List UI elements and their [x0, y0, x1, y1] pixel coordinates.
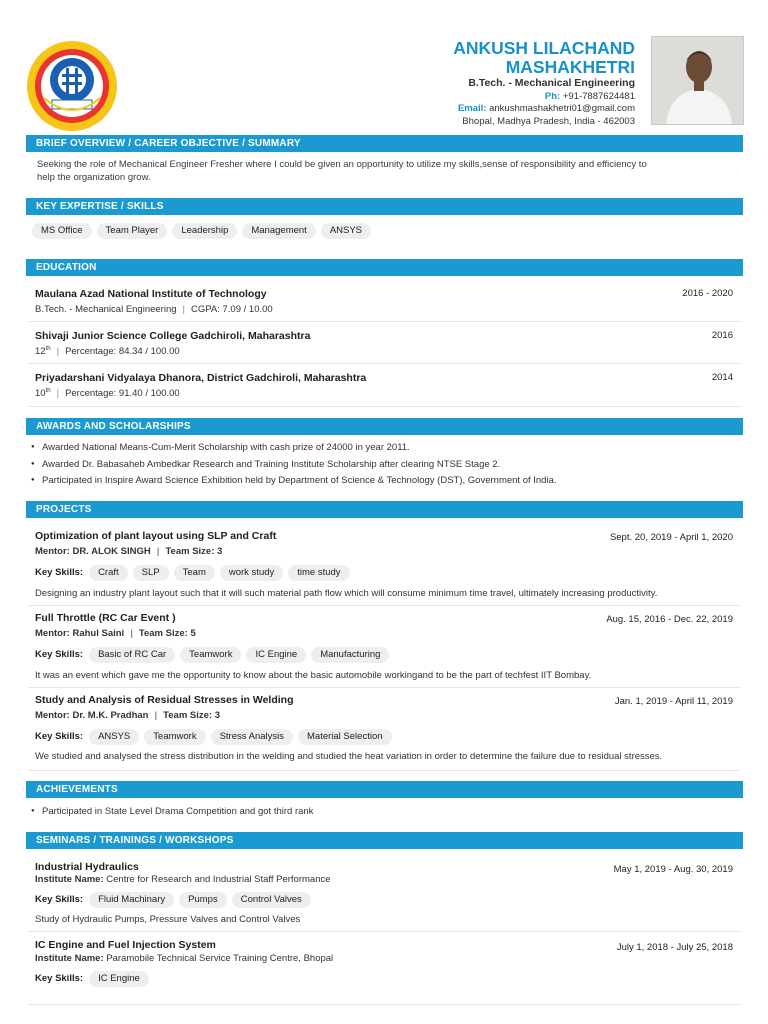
project-date: Jan. 1, 2019 - April 11, 2019 [614, 696, 733, 707]
divider [28, 363, 741, 364]
section-header-seminars: SEMINARS / TRAININGS / WORKSHOPS [26, 832, 743, 849]
project-key-skills [35, 565, 355, 581]
candidate-phone [235, 91, 635, 102]
separator: | [182, 304, 185, 315]
phone-label: Ph: [544, 91, 561, 102]
education-level: 10 [35, 388, 46, 400]
divider [28, 321, 741, 322]
section-header-achievements: ACHIEVEMENTS [26, 781, 743, 798]
skill-chip: Teamwork [180, 647, 241, 663]
project-key-skills [35, 647, 394, 663]
profile-photo [651, 36, 744, 125]
project-mentor: Mentor: DR. ALOK SINGH [35, 546, 151, 557]
institute-label: Institute Name: [35, 953, 104, 964]
skill-chip: Management [242, 223, 315, 239]
project-date: Sept. 20, 2019 - April 1, 2020 [609, 532, 733, 543]
skill-chip: Basic of RC Car [89, 647, 175, 663]
candidate-name-line2: MASHAKHETRI [505, 57, 635, 77]
seminar-key-skills [35, 971, 154, 987]
seminar-title: IC Engine and Fuel Injection System [35, 939, 216, 951]
skill-chip: time study [288, 565, 349, 581]
education-date: 2014 [711, 372, 733, 383]
section-header-education: EDUCATION [26, 259, 743, 276]
project-mentor-row [35, 546, 222, 557]
key-skills-label: Key Skills: [35, 649, 84, 660]
section-header-projects: PROJECTS [26, 501, 743, 518]
achievement-item: ● Participated in State Level Drama Competition and got third rank [42, 806, 313, 817]
project-description: We studied and analysed the stress distribution in the welding and studied the heat variation in order to determine the failure due to residual stresses. [35, 751, 663, 762]
skill-chip: Control Valves [232, 892, 311, 908]
education-score: Percentage: 84.34 / 100.00 [65, 346, 180, 358]
skill-chip: Teamwork [144, 729, 205, 745]
section-header-awards: AWARDS AND SCHOLARSHIPS [26, 418, 743, 435]
project-team-size: Team Size: 5 [138, 628, 196, 639]
skill-chip: Leadership [172, 223, 237, 239]
education-school: Shivaji Junior Science College Gadchiroli, Maharashtra [35, 330, 311, 342]
seminar-institute-row [35, 953, 333, 964]
skill-chip: SLP [133, 565, 169, 581]
education-date: 2016 [711, 330, 733, 341]
education-score: CGPA: 7.09 / 10.00 [191, 304, 273, 315]
institute-name: Centre for Research and Industrial Staff Performance [106, 874, 331, 885]
project-team-size: Team Size: 3 [165, 546, 223, 557]
candidate-degree: B.Tech. - Mechanical Engineering [468, 77, 635, 89]
divider [28, 1004, 741, 1005]
education-score: Percentage: 91.40 / 100.00 [65, 388, 180, 400]
education-degree: B.Tech. - Mechanical Engineering [35, 304, 177, 315]
email-label: Email: [457, 103, 487, 114]
section-header-overview: BRIEF OVERVIEW / CAREER OBJECTIVE / SUMMARY [26, 135, 743, 152]
project-mentor-row [35, 628, 196, 639]
email-value[interactable]: ankushmashakhetri01@gmail.com [489, 103, 635, 114]
skill-chip: MS Office [32, 223, 92, 239]
seminar-title: Industrial Hydraulics [35, 861, 139, 873]
key-skills-label: Key Skills: [35, 567, 84, 578]
overview-line1: Seeking the role of Mechanical Engineer Fresher where I could be given an opportunity to utilize my skills,sense of responsibility and efficiency to [37, 159, 647, 170]
skills-list [32, 223, 376, 239]
separator: | [130, 628, 133, 639]
separator: | [156, 546, 160, 557]
seminar-institute-row [35, 874, 331, 885]
project-title: Study and Analysis of Residual Stresses in Welding [35, 694, 294, 706]
project-mentor: Mentor: Dr. M.K. Pradhan [35, 710, 149, 721]
skill-chip: ANSYS [321, 223, 371, 239]
phone-value: +91-7887624481 [562, 91, 635, 102]
separator: | [56, 346, 60, 358]
divider [28, 687, 741, 688]
institute-logo-icon [26, 40, 118, 132]
divider [28, 770, 741, 771]
skill-chip: IC Engine [246, 647, 306, 663]
education-detail [35, 304, 273, 315]
education-date: 2016 - 2020 [682, 288, 733, 299]
project-key-skills [35, 729, 397, 745]
key-skills-label: Key Skills: [35, 731, 84, 742]
education-school: Priyadarshani Vidyalaya Dhanora, District Gadchiroli, Maharashtra [35, 372, 367, 384]
separator: | [154, 710, 158, 721]
project-team-size: Team Size: 3 [163, 710, 221, 721]
resume-header [0, 0, 768, 132]
education-detail [35, 388, 180, 399]
skill-chip: ANSYS [89, 729, 139, 745]
institute-label: Institute Name: [35, 874, 104, 885]
skill-chip: Pumps [179, 892, 227, 908]
divider [28, 605, 741, 606]
institute-name: Paramobile Technical Service Training Centre, Bhopal [106, 953, 334, 964]
seminar-key-skills [35, 892, 316, 908]
seminar-date: July 1, 2018 - July 25, 2018 [616, 942, 733, 953]
separator: | [56, 388, 60, 400]
project-mentor: Mentor: Rahul Saini [35, 628, 125, 639]
overview-line2: help the organization grow. [37, 172, 151, 183]
project-description: It was an event which gave me the opportunity to know about the basic automobile workingand to be the part of techfest IIT Bombay. [35, 670, 592, 681]
project-date: Aug. 15, 2016 - Dec. 22, 2019 [606, 614, 733, 625]
education-school: Maulana Azad National Institute of Technology [35, 288, 267, 300]
overview-text [37, 158, 647, 184]
education-level-suffix: th [45, 388, 51, 394]
candidate-name-line1: ANKUSH LILACHAND [453, 38, 635, 58]
divider [28, 931, 741, 932]
skill-chip: Team [174, 565, 215, 581]
skill-chip: Craft [89, 565, 128, 581]
skill-chip: work study [220, 565, 283, 581]
candidate-location: Bhopal, Madhya Pradesh, India - 462003 [462, 116, 635, 127]
seminar-date: May 1, 2019 - Aug. 30, 2019 [613, 864, 733, 875]
project-title: Optimization of plant layout using SLP and Craft [35, 530, 277, 542]
seminar-description: Study of Hydraulic Pumps, Pressure Valves and Control Valves [35, 914, 301, 925]
project-title: Full Throttle (RC Car Event ) [35, 612, 176, 624]
key-skills-label: Key Skills: [35, 894, 84, 905]
education-detail [35, 346, 180, 357]
skill-chip: IC Engine [89, 971, 149, 987]
award-item: ● Awarded Dr. Babasaheb Ambedkar Research and Training Institute Scholarship after clearing NTSE Stage 2. [42, 459, 500, 470]
award-item: ● Awarded National Means-Cum-Merit Scholarship with cash prize of 24000 in year 2011. [42, 442, 410, 453]
award-item: ● Participated in Inspire Award Science Exhibition held by Department of Science & Technology (DST), Government of India. [42, 475, 557, 486]
skill-chip: Team Player [97, 223, 168, 239]
person-photo-icon [652, 37, 744, 125]
divider [28, 406, 741, 407]
skill-chip: Stress Analysis [211, 729, 293, 745]
skill-chip: Fluid Machinary [89, 892, 174, 908]
candidate-name [235, 39, 635, 77]
education-level: 12 [35, 346, 46, 358]
project-description: Designing an industry plant layout such that it will such material path flow which will consume minimum time travel, ultimately increasing productivity. [35, 588, 658, 599]
candidate-email [235, 103, 635, 114]
skill-chip: Material Selection [298, 729, 392, 745]
section-header-skills: KEY EXPERTISE / SKILLS [26, 198, 743, 215]
skill-chip: Manufacturing [311, 647, 389, 663]
project-mentor-row [35, 710, 220, 721]
education-level-suffix: th [45, 346, 51, 352]
key-skills-label: Key Skills: [35, 973, 84, 984]
